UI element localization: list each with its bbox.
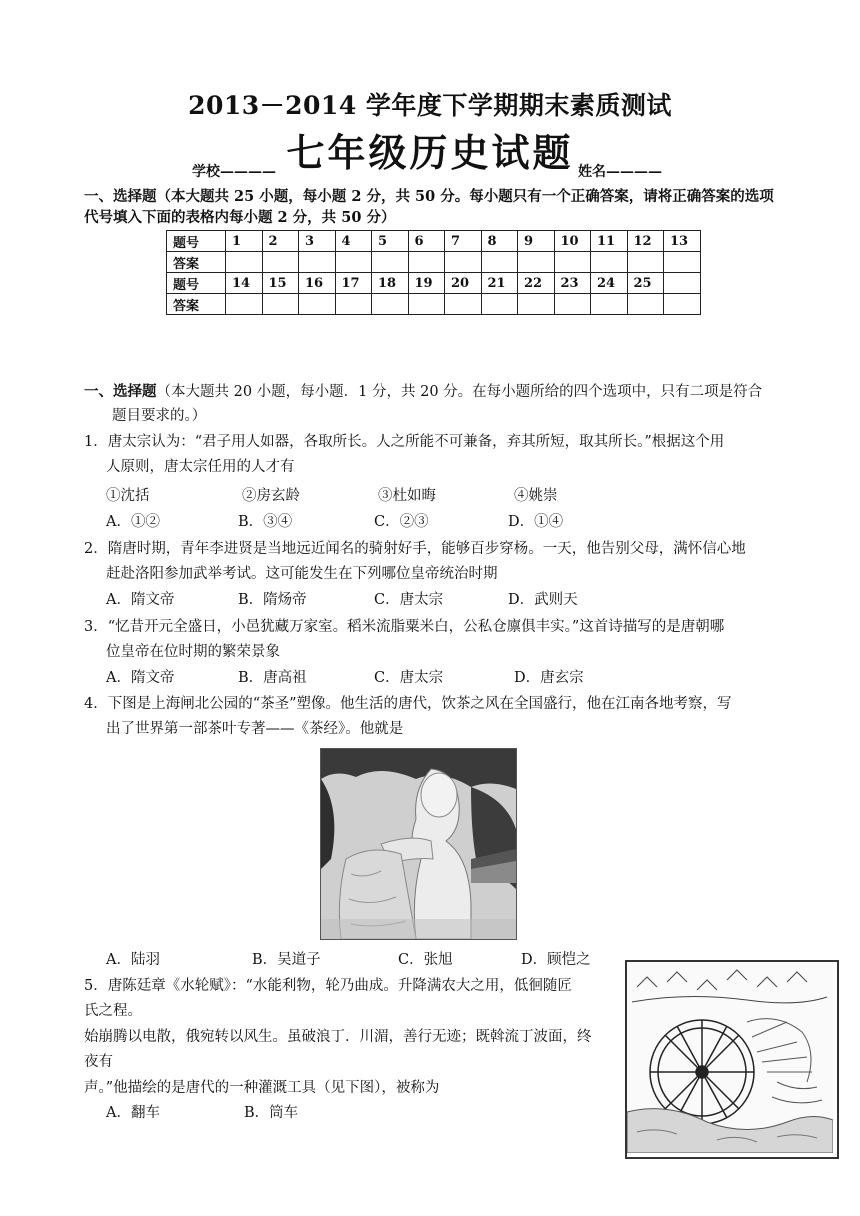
question-number: 12 xyxy=(627,231,664,252)
answer-cell[interactable] xyxy=(554,252,591,273)
tea-sage-statue-photo xyxy=(320,748,517,940)
exam-title: 2013－2014 学年度下学期期末素质测试 xyxy=(188,91,672,120)
answer-cell[interactable] xyxy=(518,252,555,273)
answer-cell[interactable] xyxy=(627,294,664,315)
section2-heading-text: （本大题共 20 小题，每小题．1 分，共 20 分。在每小题所给的四个选项中，只有二项是符合 xyxy=(156,384,763,400)
answer-cell[interactable] xyxy=(664,252,701,273)
question-3-option-d[interactable]: D．唐玄宗 xyxy=(514,670,584,686)
question-1-option-c[interactable]: C．②③ xyxy=(374,514,429,530)
section2-heading-cont: 题目要求的。） xyxy=(112,408,207,424)
table-row xyxy=(167,273,701,294)
answer-cell[interactable] xyxy=(518,294,555,315)
question-number: 21 xyxy=(481,273,518,294)
question-3-stem-cont: 位皇帝在位时期的繁荣景象 xyxy=(106,644,280,660)
answer-cell[interactable] xyxy=(481,294,518,315)
water-wheel-illustration xyxy=(625,960,839,1159)
question-1-item: ②房玄龄 xyxy=(242,488,300,504)
question-number: 23 xyxy=(554,273,591,294)
question-3-stem: 3．“忆昔开元全盛日，小邑犹藏万家室。稻米流脂粟米白，公私仓廪俱丰实。”这首诗描写的是唐朝哪 xyxy=(84,619,725,635)
question-2-stem-cont: 赶赴洛阳参加武举考试。这可能发生在下列哪位皇帝统治时期 xyxy=(106,566,498,582)
question-2-option-c[interactable]: C．唐太宗 xyxy=(374,592,444,608)
question-1-item: ③杜如晦 xyxy=(378,488,436,504)
question-5-option-a[interactable]: A．翻车 xyxy=(106,1105,160,1121)
question-1-option-b[interactable]: B．③④ xyxy=(238,514,293,530)
question-5-stem-cont: 始崩腾以电散，俄宛转以风生。虽破浪丁．川湄，善行无迹；既斡流丁波面，终 xyxy=(84,1029,592,1045)
answer-cell[interactable] xyxy=(445,252,482,273)
answer-cell[interactable] xyxy=(262,294,299,315)
question-number: 9 xyxy=(518,231,555,252)
answer-cell[interactable] xyxy=(262,252,299,273)
question-5-stem-cont: 氏之程。 xyxy=(84,1003,142,1019)
answer-cell[interactable] xyxy=(226,252,263,273)
answer-cell[interactable] xyxy=(372,294,409,315)
answer-cell[interactable] xyxy=(335,252,372,273)
section2-heading-label: 一、选择题 xyxy=(84,383,157,400)
question-4-option-c[interactable]: C．张旭 xyxy=(398,952,453,968)
question-number: 10 xyxy=(554,231,591,252)
question-5-stem: 5．唐陈廷章《水轮赋》：“水能利物，轮乃曲成。升降满农大之用，低徊随匠 xyxy=(84,978,572,994)
row-label: 题号 xyxy=(167,273,226,294)
question-4-stem: 4．下图是上海闸北公园的“茶圣”塑像。他生活的唐代，饮茶之风在全国盛行，他在江南各地考察，写 xyxy=(84,696,732,712)
question-5-option-b[interactable]: B．筒车 xyxy=(244,1105,299,1121)
question-number: 5 xyxy=(372,231,409,252)
question-3-option-a[interactable]: A．隋文帝 xyxy=(106,670,175,686)
question-number: 24 xyxy=(591,273,628,294)
school-field[interactable]: 学校———— xyxy=(192,164,276,180)
answer-cell[interactable] xyxy=(554,294,591,315)
table-row xyxy=(167,294,701,315)
answer-cell[interactable] xyxy=(408,294,445,315)
question-2-option-d[interactable]: D．武则天 xyxy=(508,592,578,608)
question-number: 1 xyxy=(226,231,263,252)
question-number: 20 xyxy=(445,273,482,294)
exam-subject-title: 七年级历史试题 xyxy=(286,130,574,175)
table-row xyxy=(167,252,701,273)
empty-cell xyxy=(664,273,701,294)
answer-cell[interactable] xyxy=(591,294,628,315)
answer-table xyxy=(166,230,701,315)
section1-heading: 一、选择题（本大题共 25 小题，每小题 2 分，共 50 分。每小题只有一个正确答案，请将正确答案的选项 xyxy=(84,188,774,205)
answer-cell[interactable] xyxy=(299,294,336,315)
question-4-option-d[interactable]: D．顾恺之 xyxy=(521,952,591,968)
question-1-item: ④姚崇 xyxy=(514,488,558,504)
question-1-stem-cont: 人原则，唐太宗任用的人才有 xyxy=(106,459,295,475)
answer-cell[interactable] xyxy=(591,252,628,273)
question-number: 11 xyxy=(591,231,628,252)
answer-cell[interactable] xyxy=(627,252,664,273)
question-number: 3 xyxy=(299,231,336,252)
table-row xyxy=(167,231,701,252)
question-4-option-a[interactable]: A．陆羽 xyxy=(106,952,160,968)
question-3-option-b[interactable]: B．唐高祖 xyxy=(238,670,307,686)
question-number: 4 xyxy=(335,231,372,252)
question-2-stem: 2．隋唐时期，青年李进贤是当地远近闻名的骑射好手，能够百步穿杨。一天，他告别父母，满怀信心地 xyxy=(84,541,746,557)
question-number: 17 xyxy=(335,273,372,294)
question-number: 16 xyxy=(299,273,336,294)
question-number: 2 xyxy=(262,231,299,252)
question-number: 6 xyxy=(408,231,445,252)
answer-cell[interactable] xyxy=(335,294,372,315)
question-number: 13 xyxy=(664,231,701,252)
question-number: 8 xyxy=(481,231,518,252)
name-field[interactable]: 姓名———— xyxy=(578,164,662,180)
question-number: 15 xyxy=(262,273,299,294)
question-number: 18 xyxy=(372,273,409,294)
section2-heading xyxy=(84,380,762,404)
answer-cell[interactable] xyxy=(481,252,518,273)
question-1-stem: 1．唐太宗认为：“君子用人如器，各取所长。人之所能不可兼备，弃其所短，取其所长。”根据这个用 xyxy=(84,434,725,450)
row-label: 答案 xyxy=(167,294,226,315)
question-number: 22 xyxy=(518,273,555,294)
question-1-option-d[interactable]: D．①④ xyxy=(508,514,564,530)
answer-cell[interactable] xyxy=(299,252,336,273)
question-1-option-a[interactable]: A．①② xyxy=(106,514,160,530)
answer-cell[interactable] xyxy=(445,294,482,315)
question-1-item: ①沈括 xyxy=(106,488,150,504)
row-label: 答案 xyxy=(167,252,226,273)
answer-cell[interactable] xyxy=(372,252,409,273)
question-4-stem-cont: 出了世界第一部茶叶专著——《茶经》。他就是 xyxy=(106,721,404,737)
row-label: 题号 xyxy=(167,231,226,252)
question-2-option-a[interactable]: A．隋文帝 xyxy=(106,592,175,608)
question-number: 25 xyxy=(627,273,664,294)
question-5-stem-cont: 声。”他描绘的是唐代的一种灌溉工具（见下图），被称为 xyxy=(84,1080,440,1096)
question-4-option-b[interactable]: B．吴道子 xyxy=(252,952,321,968)
answer-cell[interactable] xyxy=(408,252,445,273)
question-number: 7 xyxy=(445,231,482,252)
question-number: 19 xyxy=(408,273,445,294)
answer-cell[interactable] xyxy=(226,294,263,315)
question-number: 14 xyxy=(226,273,263,294)
question-2-option-b[interactable]: B．隋炀帝 xyxy=(238,592,307,608)
empty-cell xyxy=(664,294,701,315)
question-3-option-c[interactable]: C．唐太宗 xyxy=(374,670,444,686)
section1-heading-cont: 代号填入下面的表格内每小题 2 分，共 50 分） xyxy=(84,209,396,226)
question-5-stem-cont: 夜有 xyxy=(84,1054,113,1070)
